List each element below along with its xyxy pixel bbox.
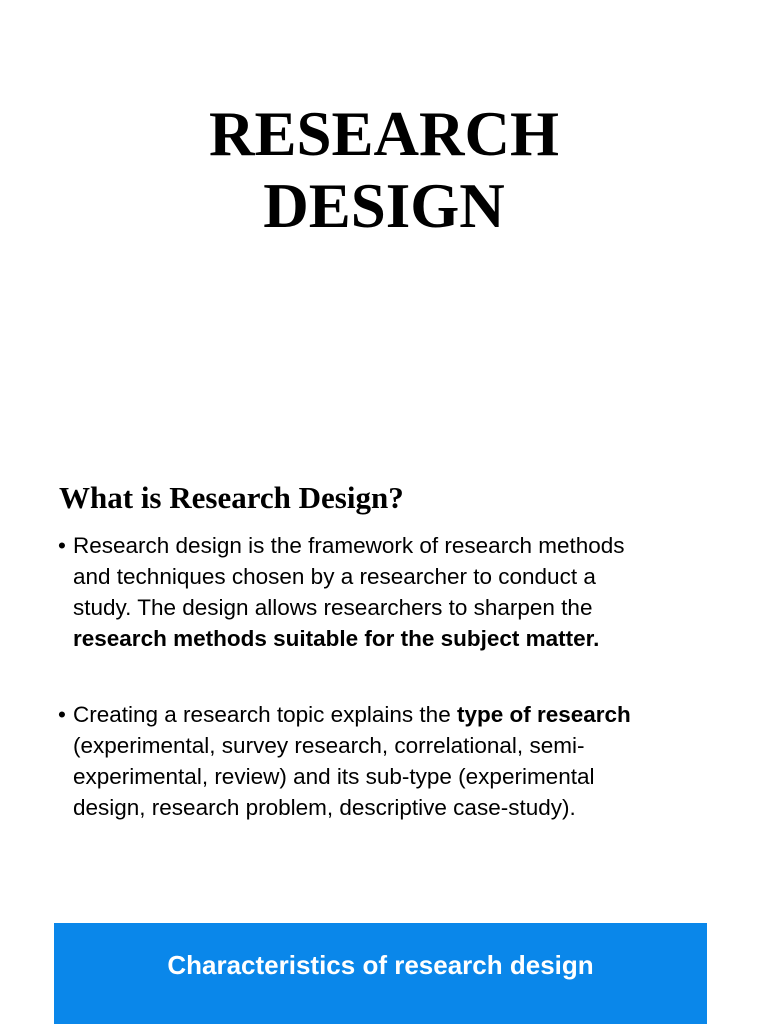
banner-title: Characteristics of research design — [167, 950, 594, 980]
bullet-text — [73, 530, 738, 654]
text-run: Creating a research topic explains the — [73, 702, 457, 727]
title-line-2: DESIGN — [263, 171, 505, 241]
bullet-line — [73, 699, 738, 730]
bullet-line — [73, 592, 738, 623]
bullet-line — [73, 561, 738, 592]
bullet-line — [73, 761, 738, 792]
bullet-line — [73, 792, 738, 823]
bullet-line — [73, 730, 738, 761]
section-heading: What is Research Design? — [59, 480, 404, 515]
bold-text-run: research methods suitable for the subject matter. — [73, 626, 600, 651]
text-run: design, research problem, descriptive case-study). — [73, 795, 576, 820]
bullet-marker: • — [58, 702, 66, 727]
bullet-text — [73, 699, 738, 823]
title-line-1: RESEARCH — [208, 99, 560, 169]
text-run: study. The design allows researchers to sharpen the — [73, 595, 593, 620]
characteristics-banner — [54, 923, 707, 1024]
bold-text-run: type of research — [456, 702, 631, 727]
text-run: experimental, review) and its sub-type (experimental — [73, 764, 595, 789]
bullet-line — [73, 623, 738, 654]
bullet-line — [73, 530, 738, 561]
text-run: (experimental, survey research, correlational, semi- — [73, 733, 585, 758]
bullet-item — [58, 530, 738, 654]
bullet-marker: • — [58, 533, 66, 558]
text-run: Research design is the framework of research methods — [73, 533, 625, 558]
bullet-item — [58, 699, 738, 823]
text-run: and techniques chosen by a researcher to conduct a — [73, 564, 596, 589]
page-title — [0, 98, 768, 242]
